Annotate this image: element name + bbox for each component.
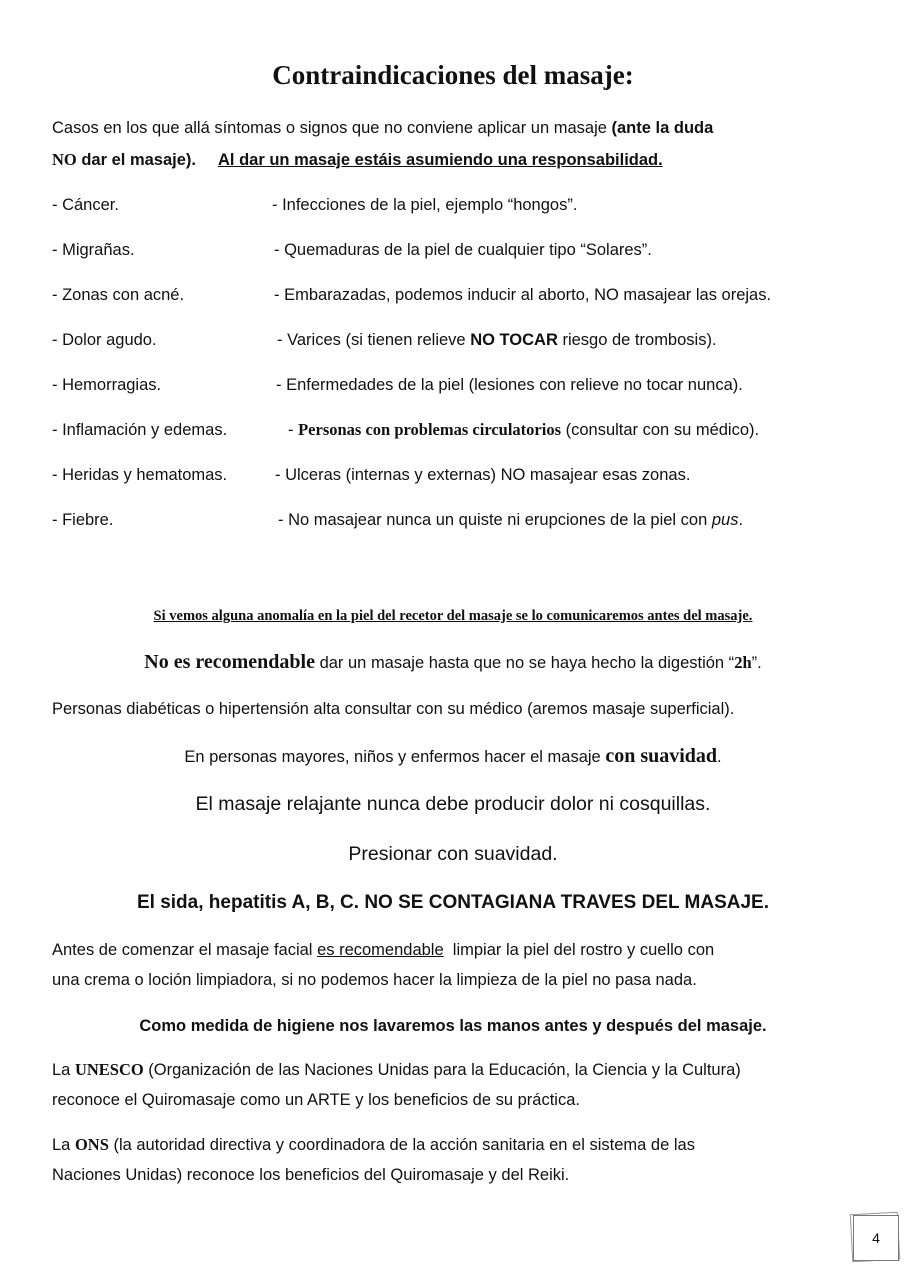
list-item-left: - Heridas y hematomas. — [52, 466, 228, 484]
digestion-bold: No es recomendable — [144, 651, 315, 673]
digestion-text: dar un masaje hasta que no se haya hecho la digestión “ — [314, 654, 735, 672]
list-item-segment: riesgo de trombosis). — [557, 331, 717, 349]
intro-line-2 — [52, 150, 663, 170]
list-item-left: - Fiebre. — [52, 511, 114, 529]
unesco-line-2: reconoce el Quiromasaje como un ARTE y los beneficios de su práctica. — [52, 1091, 580, 1109]
list-item-segment: - Embarazadas, podemos inducir al aborto, NO masajear las orejas. — [274, 286, 772, 304]
list-item-segment: NO TOCAR — [470, 331, 558, 349]
list-item-segment: - No masajear nunca un quiste ni erupciones de la piel con — [278, 511, 712, 529]
intro-bold: (ante la duda — [611, 119, 714, 137]
intro-no: NO — [52, 150, 77, 169]
list-item-left: - Migrañas. — [52, 241, 135, 259]
digestion-time: 2h — [734, 653, 752, 672]
list-item-right — [275, 465, 690, 485]
list-item-right — [278, 510, 743, 530]
aids-note: El sida, hepatitis A, B, C. NO SE CONTAGIANA TRAVES DEL MASAJE. — [136, 892, 769, 913]
list-item-right — [288, 420, 759, 440]
unesco-line-1 — [52, 1060, 741, 1080]
list-item-segment: pus — [711, 511, 739, 529]
list-item-left: - Cáncer. — [52, 196, 119, 214]
list-item-segment: (consultar con su médico). — [561, 421, 760, 439]
ons-line-2: Naciones Unidas) reconoce los beneficios del Quiromasaje y del Reiki. — [52, 1166, 570, 1184]
unesco-text: (Organización de las Naciones Unidas para la Educación, la Ciencia y la Cultura) — [143, 1061, 741, 1079]
elderly-text: En personas mayores, niños y enfermos hacer el masaje — [184, 748, 606, 766]
elderly-end: . — [717, 748, 722, 766]
list-item-segment: - Enfermedades de la piel (lesiones con relieve no tocar nunca). — [276, 376, 743, 394]
ons-line-1 — [52, 1135, 695, 1155]
ons-acronym: ONS — [74, 1135, 109, 1154]
facial-line-2: una crema o loción limpiadora, si no podemos hacer la limpieza de la piel no pasa nada. — [52, 971, 697, 989]
facial-text-end: limpiar la piel del rostro y cuello con — [443, 941, 715, 959]
list-item-segment: - Quemaduras de la piel de cualquier tipo “Solares”. — [274, 241, 652, 259]
unesco-acronym: UNESCO — [74, 1060, 144, 1079]
facial-recommended: es recomendable — [317, 941, 444, 959]
ons-la: La — [52, 1136, 75, 1154]
facial-text: Antes de comenzar el masaje facial — [52, 941, 318, 959]
facial-line-1 — [52, 940, 714, 960]
list-item-segment: Personas con problemas circulatorios — [298, 420, 562, 439]
diabetics-note: Personas diabéticas o hipertensión alta consultar con su médico (aremos masaje superficial). — [52, 700, 735, 718]
unesco-la: La — [52, 1061, 75, 1079]
list-item-left: - Inflamación y edemas. — [52, 421, 228, 439]
digestion-end: ”. — [751, 654, 762, 672]
press-note: Presionar con suavidad. — [348, 843, 558, 865]
list-item-segment: - Infecciones de la piel, ejemplo “hongos”. — [272, 196, 578, 214]
list-item-left: - Zonas con acné. — [52, 286, 185, 304]
list-item-segment: - Ulceras (internas y externas) NO masajear esas zonas. — [275, 466, 691, 484]
digestion-note — [0, 652, 906, 673]
list-item-right — [274, 285, 771, 305]
list-item-left: - Hemorragias. — [52, 376, 162, 394]
hygiene-note: Como medida de higiene nos lavaremos las manos antes y después del masaje. — [139, 1017, 767, 1035]
list-item-segment: - — [288, 421, 299, 439]
elderly-bold: con suavidad — [605, 745, 718, 767]
list-item-right — [276, 375, 743, 395]
relaxing-note: El masaje relajante nunca debe producir dolor ni cosquillas. — [195, 793, 711, 815]
list-item-right — [277, 330, 717, 350]
list-item-segment: - Varices (si tienen relieve — [277, 331, 471, 349]
page-number: 4 — [853, 1215, 899, 1261]
page-title: Contraindicaciones del masaje: — [272, 60, 634, 90]
intro-text: Casos en los que allá síntomas o signos que no conviene aplicar un masaje — [52, 119, 612, 137]
list-item-segment: . — [738, 511, 744, 529]
ons-text: (la autoridad directiva y coordinadora de la acción sanitaria en el sistema de las — [108, 1136, 695, 1154]
responsibility-note: Al dar un masaje estáis asumiendo una responsabilidad. — [217, 151, 663, 169]
elderly-note — [0, 746, 906, 767]
anomaly-note: Si vemos alguna anomalía en la piel del recetor del masaje se lo comunicaremos antes del masaje. — [153, 608, 753, 624]
list-item-right — [274, 240, 652, 260]
intro-line-1 — [52, 118, 713, 138]
list-item-right — [272, 195, 577, 215]
list-item-left: - Dolor agudo. — [52, 331, 157, 349]
intro-bold-2: dar el masaje). — [76, 151, 196, 169]
